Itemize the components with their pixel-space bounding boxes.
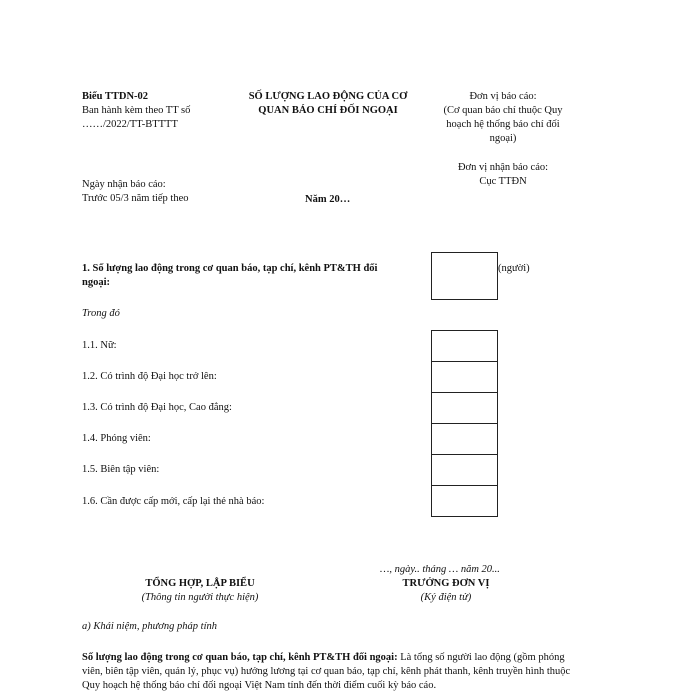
report-year: Năm 20…: [305, 194, 351, 205]
signature-date-line: …, ngày.. tháng … năm 20...: [380, 564, 500, 575]
item-female-input-box[interactable]: [431, 330, 498, 362]
item-reporter-input-box[interactable]: [431, 423, 498, 455]
item-university-college-input-box[interactable]: [431, 392, 498, 424]
reporter-line-2: hoạch hệ thống báo chí đối: [446, 119, 560, 130]
title-line-2: QUAN BÁO CHÍ ĐỐI NGOẠI: [258, 105, 398, 116]
notes-bold-lead: Số lượng lao động trong cơ quan báo, tạp chí, kênh PT&TH đối ngoại:: [82, 652, 398, 663]
compiler-note: (Thông tin người thực hiện): [141, 592, 259, 603]
reporter-line-1: (Cơ quan báo chí thuộc Quy: [443, 105, 563, 116]
item-female-label: 1.1. Nữ:: [82, 340, 117, 351]
notes-line-2: viên, biên tập viên, quản lý, phục vụ) hưởng lương tại cơ quan báo, tạp chí, kênh phát thanh, kênh truyền hình thuộc: [82, 666, 571, 677]
head-note: (Ký điện tử): [420, 592, 472, 603]
in-which-label: Trong đó: [82, 308, 120, 319]
reporter-label: Đơn vị báo cáo:: [469, 91, 537, 102]
receiver-label: Đơn vị nhận báo cáo:: [457, 162, 549, 173]
item-university-college-label: 1.3. Có trình độ Đại học, Cao đẳng:: [82, 402, 232, 413]
item-reporter-label: 1.4. Phóng viên:: [82, 433, 151, 444]
item-editor-label: 1.5. Biên tập viên:: [82, 464, 160, 475]
reporter-line-3: ngoại): [489, 133, 517, 144]
unit-label: (người): [498, 263, 530, 274]
issued-line-2: ……/2022/TT-BTTTT: [82, 119, 178, 130]
section1-title-line-1: 1. Số lượng lao động trong cơ quan báo, tạp chí, kênh PT&TH đối: [82, 263, 378, 274]
notes-line-3: Quy hoạch hệ thống báo chí đối ngoại Việt Nam tính đến thời điểm cuối kỳ báo cáo.: [82, 680, 437, 691]
item-editor-input-box[interactable]: [431, 454, 498, 486]
receiver-value: Cục TTĐN: [479, 176, 527, 187]
receive-date-value: Trước 05/3 năm tiếp theo: [82, 193, 189, 204]
notes-line-1: [82, 651, 642, 665]
section1-title-line-2: ngoại:: [82, 277, 111, 288]
item-university-plus-input-box[interactable]: [431, 361, 498, 393]
head-title: TRƯỞNG ĐƠN VỊ: [402, 578, 490, 589]
receive-date-label: Ngày nhận báo cáo:: [82, 179, 166, 190]
item-university-plus-label: 1.2. Có trình độ Đại học trở lên:: [82, 371, 217, 382]
item-press-card-input-box[interactable]: [431, 485, 498, 517]
item-press-card-label: 1.6. Cần được cấp mới, cấp lại thẻ nhà báo:: [82, 496, 265, 507]
compiler-title: TỔNG HỢP, LẬP BIỂU: [145, 578, 255, 589]
issued-line-1: Ban hành kèm theo TT số: [82, 105, 191, 116]
form-code: Biểu TTDN-02: [82, 91, 149, 102]
total-workers-input-box[interactable]: [431, 252, 498, 300]
notes-heading: a) Khái niệm, phương pháp tính: [82, 621, 217, 632]
title-line-1: SỐ LƯỢNG LAO ĐỘNG CỦA CƠ: [248, 91, 408, 102]
notes-text-1: Là tổng số người lao động (gồm phóng: [397, 652, 565, 663]
